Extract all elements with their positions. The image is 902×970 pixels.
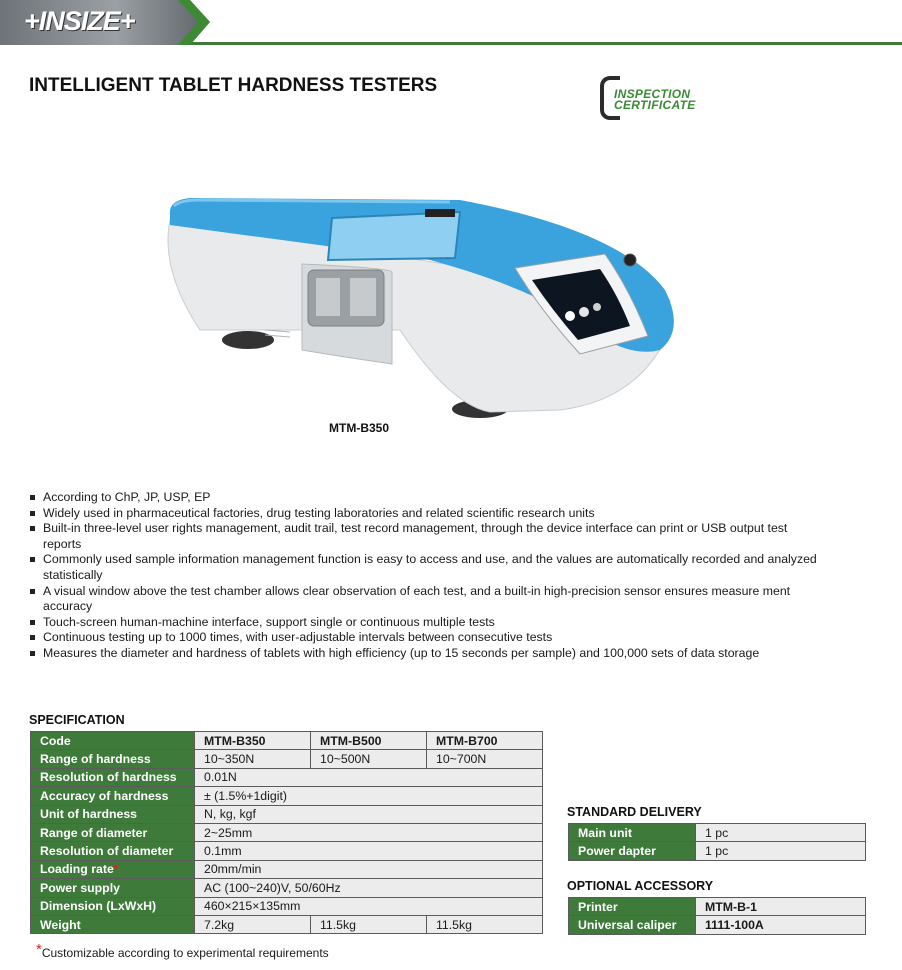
spec-label: Resolution of diameter	[31, 842, 195, 860]
table-row	[31, 860, 543, 878]
certificate-line-1: INSPECTION	[614, 87, 691, 101]
feature-item: Built-in three-level user rights management, audit trail, test record management, through the device interface can print or USB output test reports	[29, 521, 829, 552]
table-row	[31, 732, 543, 750]
spec-label: Dimension (LxWxH)	[31, 897, 195, 915]
optional-accessory-heading: OPTIONAL ACCESSORY	[567, 879, 714, 893]
product-image	[160, 180, 690, 420]
bullet-icon	[30, 635, 35, 640]
table-row	[31, 823, 543, 841]
bullet-icon	[30, 526, 35, 531]
spec-value: 0.01N	[195, 768, 543, 786]
spec-value: N, kg, kgf	[195, 805, 543, 823]
spec-value: AC (100~240)V, 50/60Hz	[195, 879, 543, 897]
table-row	[31, 768, 543, 786]
spec-label: Range of hardness	[31, 750, 195, 768]
header-rule	[190, 42, 902, 45]
spec-value: 11.5kg	[311, 915, 427, 933]
spec-value: 2~25mm	[195, 823, 543, 841]
spec-label: Loading rate*	[31, 860, 195, 878]
delivery-label: Power dapter	[569, 842, 696, 860]
table-row	[31, 879, 543, 897]
spec-value: 11.5kg	[427, 915, 543, 933]
spec-label: Unit of hardness	[31, 805, 195, 823]
feature-item: Commonly used sample information management function is easy to access and use, and the values are automatically recorded and analyzed statistically	[29, 552, 829, 583]
spec-value: MTM-B500	[311, 732, 427, 750]
feature-item: Touch-screen human-machine interface, support single or continuous multiple tests	[29, 615, 829, 631]
spec-value: 20mm/min	[195, 860, 543, 878]
spec-label: Power supply	[31, 879, 195, 897]
spec-value: 0.1mm	[195, 842, 543, 860]
spec-label: Resolution of hardness	[31, 768, 195, 786]
spec-label: Weight	[31, 915, 195, 933]
brand-logo: +INSIZE+	[24, 6, 135, 36]
product-model-label: MTM-B350	[329, 421, 390, 435]
spec-value: 7.2kg	[195, 915, 311, 933]
footnote: *Customizable according to experimental requirements	[36, 941, 329, 960]
bullet-icon	[30, 557, 35, 562]
spec-value: MTM-B350	[195, 732, 311, 750]
feature-item: According to ChP, JP, USP, EP	[29, 490, 829, 506]
specification-table	[30, 731, 543, 934]
feature-item: A visual window above the test chamber allows clear observation of each test, and a built-in high-precision sensor ensures measure ment accuracy	[29, 584, 829, 615]
table-row	[31, 897, 543, 915]
feature-list	[29, 490, 829, 662]
bullet-icon	[30, 651, 35, 656]
table-row	[569, 842, 866, 860]
spec-value: 10~500N	[311, 750, 427, 768]
asterisk-marker: *	[36, 941, 42, 958]
spec-value: 10~700N	[427, 750, 543, 768]
table-row	[31, 842, 543, 860]
feature-item: Widely used in pharmaceutical factories, drug testing laboratories and related scientific research units	[29, 506, 829, 522]
table-row	[569, 824, 866, 842]
optional-accessory-table	[568, 897, 866, 935]
bullet-icon	[30, 589, 35, 594]
accessory-value: MTM-B-1	[696, 898, 866, 916]
inspection-certificate-badge	[600, 76, 716, 116]
delivery-label: Main unit	[569, 824, 696, 842]
certificate-line-2: CERTIFICATE	[614, 98, 696, 112]
feature-item: Measures the diameter and hardness of tablets with high efficiency (up to 15 seconds per sample) and 100,000 sets of data storage	[29, 646, 829, 662]
delivery-value: 1 pc	[696, 842, 866, 860]
bullet-icon	[30, 511, 35, 516]
standard-delivery-heading: STANDARD DELIVERY	[567, 805, 702, 819]
page-title: INTELLIGENT TABLET HARDNESS TESTERS	[29, 75, 438, 96]
table-row	[31, 787, 543, 805]
spec-value: MTM-B700	[427, 732, 543, 750]
specification-heading: SPECIFICATION	[29, 713, 125, 727]
header-bar	[0, 0, 902, 46]
bullet-icon	[30, 620, 35, 625]
bullet-icon	[30, 495, 35, 500]
table-row	[31, 750, 543, 768]
spec-value: 460×215×135mm	[195, 897, 543, 915]
spec-value: 10~350N	[195, 750, 311, 768]
spec-label: Range of diameter	[31, 823, 195, 841]
accessory-label: Printer	[569, 898, 696, 916]
accessory-label: Universal caliper	[569, 916, 696, 934]
feature-item: Continuous testing up to 1000 times, with user-adjustable intervals between consecutive tests	[29, 630, 829, 646]
spec-label: Accuracy of hardness	[31, 787, 195, 805]
delivery-value: 1 pc	[696, 824, 866, 842]
asterisk-marker: *	[113, 862, 119, 877]
spec-value: ± (1.5%+1digit)	[195, 787, 543, 805]
table-row	[31, 915, 543, 933]
standard-delivery-table	[568, 823, 866, 861]
table-row	[569, 916, 866, 934]
accessory-value: 1111-100A	[696, 916, 866, 934]
table-row	[569, 898, 866, 916]
table-row	[31, 805, 543, 823]
spec-label: Code	[31, 732, 195, 750]
